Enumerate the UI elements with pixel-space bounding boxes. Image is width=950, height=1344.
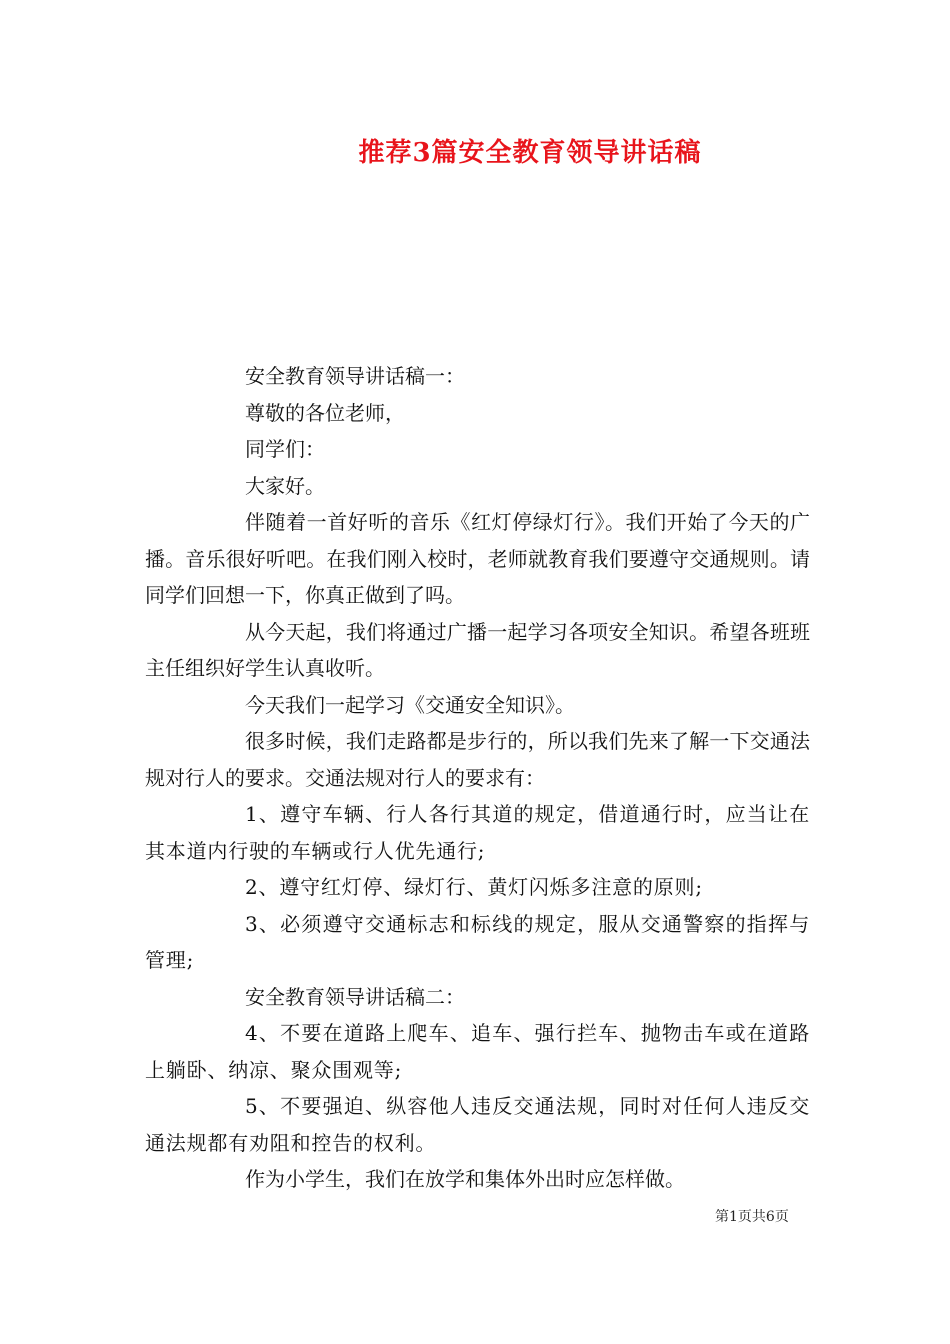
- paragraph: 同学们：: [245, 437, 325, 461]
- paragraph: 安全教育领导讲话稿二：: [245, 984, 465, 1009]
- paragraph: 从今天起，我们将通过广播一起学习各项安全知识。希望各班班主任组织好学生认真收听。: [145, 619, 810, 680]
- page-footer: 第1页共6页: [715, 1209, 789, 1225]
- paragraph: 大家好。: [245, 473, 325, 498]
- paragraph: 安全教育领导讲话稿一：: [245, 364, 465, 388]
- paragraph: 今天我们一起学习《交通安全知识》。: [245, 692, 575, 717]
- document-title: 推荐3篇安全教育领导讲话稿: [358, 138, 702, 168]
- paragraph: 很多时候，我们走路都是步行的，所以我们先来了解一下交通法规对行人的要求。交通法规对行人的要求有：: [145, 729, 810, 790]
- paragraph: 尊敬的各位老师，: [245, 400, 405, 425]
- paragraph: 4、不要在道路上爬车、追车、强行拦车、抛物击车或在道路上躺卧、纳凉、聚众围观等;: [145, 1021, 810, 1082]
- paragraph: 3、必须遵守交通标志和标线的规定，服从交通警察的指挥与管理;: [145, 911, 810, 972]
- paragraph: 5、不要强迫、纵容他人违反交通法规，同时对任何人违反交通法规都有劝阻和控告的权利。: [145, 1094, 810, 1155]
- paragraph: 作为小学生，我们在放学和集体外出时应怎样做。: [245, 1167, 685, 1191]
- document-body: [145, 358, 810, 1198]
- paragraph: 2、遵守红灯停、绿灯行、黄灯闪烁多注意的原则;: [245, 875, 703, 899]
- paragraph: 伴随着一首好听的音乐《红灯停绿灯行》。我们开始了今天的广播。音乐很好听吧。在我们刚入校时，老师就教育我们要遵守交通规则。请同学们回想一下，你真正做到了吗。: [145, 510, 810, 607]
- paragraph: 1、遵守车辆、行人各行其道的规定，借道通行时，应当让在其本道内行驶的车辆或行人优先通行;: [145, 802, 810, 863]
